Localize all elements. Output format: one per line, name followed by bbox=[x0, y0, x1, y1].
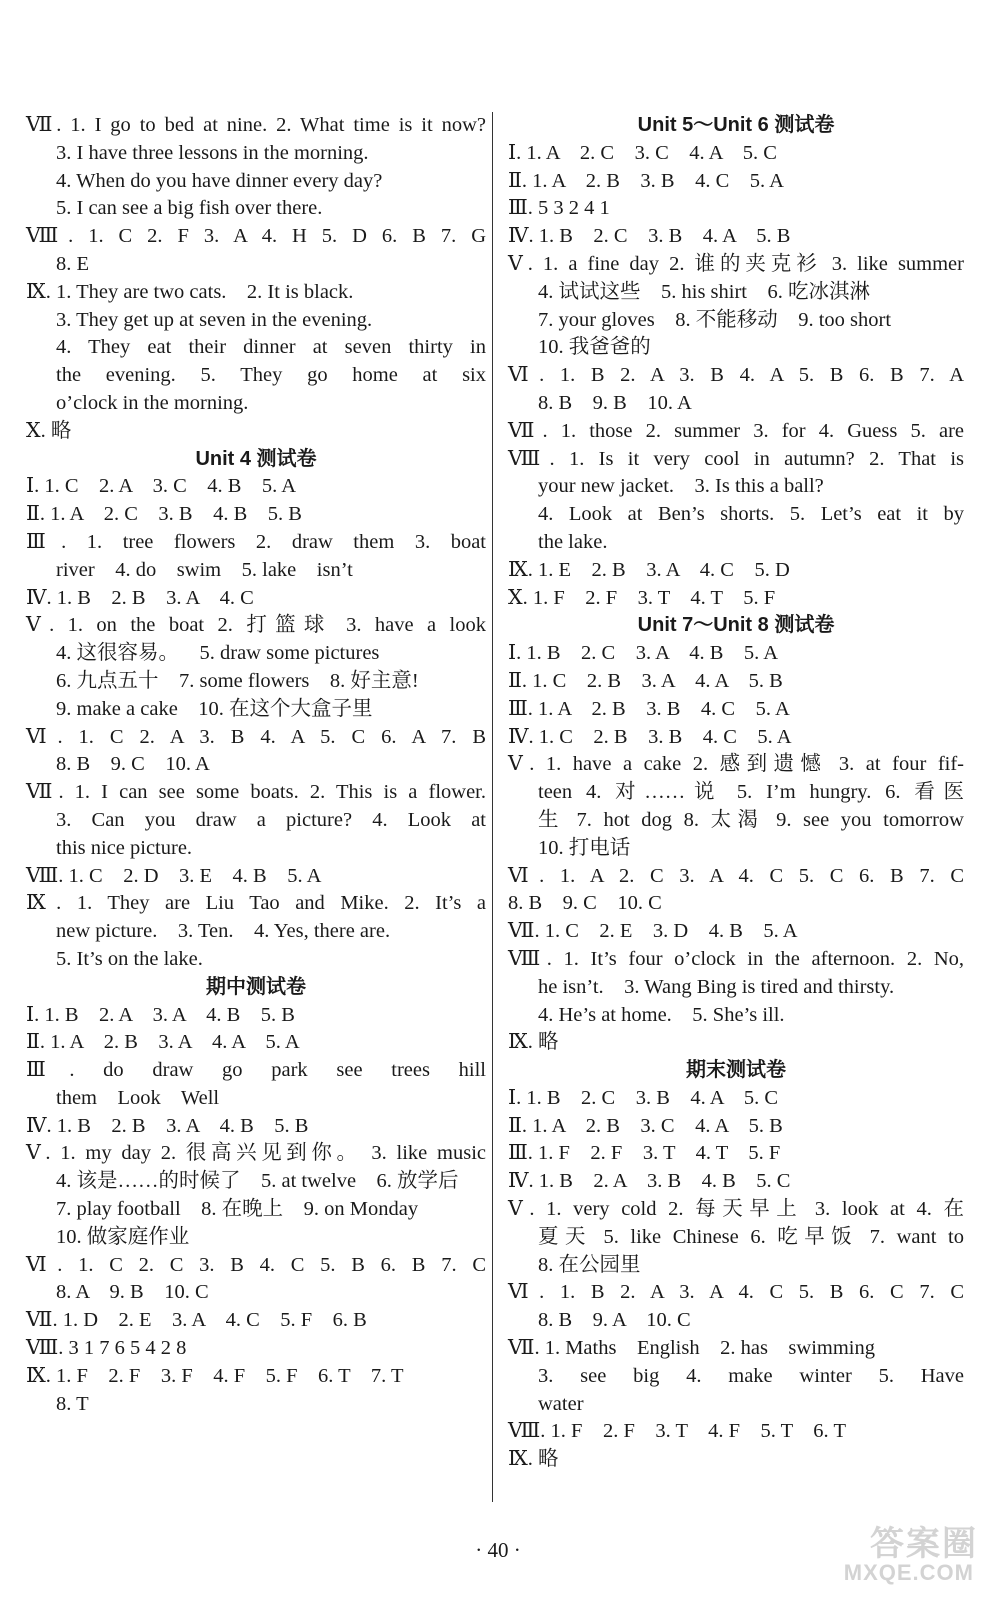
answer-line: Ⅰ. 1. C 2. A 3. C 4. B 5. A bbox=[26, 475, 297, 498]
answer-line: Ⅳ. 1. B 2. A 3. B 4. B 5. C bbox=[508, 1170, 791, 1193]
answer-line: Ⅵ. 1. A 2. C 3. A 4. C 5. C 6. B 7. C bbox=[508, 864, 964, 887]
answer-line: 10. 做家庭作业 bbox=[56, 1225, 190, 1248]
answer-line: Ⅳ. 1. B 2. B 3. A 4. B 5. B bbox=[26, 1114, 309, 1137]
answer-line: 3. They get up at seven in the evening. bbox=[56, 308, 373, 331]
answer-line: Ⅷ. 1. C 2. F 3. A 4. H 5. D 6. B 7. G bbox=[26, 225, 486, 248]
answer-line: teen 4. 对……说 5. I’m hungry. 6. 看医 bbox=[538, 781, 964, 804]
answer-line: Ⅰ. 1. A 2. C 3. C 4. A 5. C bbox=[508, 141, 777, 164]
answer-line: he isn’t. 3. Wang Bing is tired and thirsty. bbox=[538, 975, 895, 998]
answer-line: 6. 九点五十 7. some flowers 8. 好主意! bbox=[56, 669, 419, 692]
answer-line: Ⅷ. 1. C 2. D 3. E 4. B 5. A bbox=[26, 864, 322, 887]
answer-line: Ⅳ. 1. B 2. B 3. A 4. C bbox=[26, 586, 254, 609]
answer-line: Ⅶ. 1. those 2. summer 3. for 4. Guess 5. are bbox=[508, 419, 964, 442]
answer-line: Ⅶ. 1. C 2. E 3. D 4. B 5. A bbox=[508, 920, 798, 943]
answer-line: 8. B 9. A 10. C bbox=[538, 1309, 691, 1332]
answer-line: water bbox=[538, 1392, 584, 1415]
answer-line: Ⅵ. 1. B 2. A 3. B 4. A 5. B 6. B 7. A bbox=[508, 364, 964, 387]
answer-line: Ⅱ. 1. A 2. C 3. B 4. B 5. B bbox=[26, 503, 302, 526]
answer-line: 9. make a cake 10. 在这个大盒子里 bbox=[56, 697, 373, 720]
answer-line: 5. I can see a big fish over there. bbox=[56, 197, 323, 220]
answer-line: your new jacket. 3. Is this a ball? bbox=[538, 475, 824, 498]
answer-line: Ⅶ. 1. I go to bed at nine. 2. What time is it now? bbox=[26, 114, 486, 136]
section-title: 期末测试卷 bbox=[686, 1059, 786, 1082]
answer-line: Ⅲ. 1. A 2. B 3. B 4. C 5. A bbox=[508, 697, 790, 720]
answer-line: new picture. 3. Ten. 4. Yes, there are. bbox=[56, 920, 391, 943]
answer-line: 8. B 9. B 10. A bbox=[538, 391, 692, 414]
answer-line: Ⅰ. 1. B 2. C 3. A 4. B 5. A bbox=[508, 642, 779, 665]
answer-line: Ⅵ. 1. C 2. C 3. B 4. C 5. B 6. B 7. C bbox=[26, 1253, 486, 1276]
section-title: Unit 7～Unit 8 测试卷 bbox=[637, 614, 835, 637]
answer-line: Ⅲ. 5 3 2 4 1 bbox=[508, 197, 610, 220]
answer-line: Ⅱ. 1. A 2. B 3. C 4. A 5. B bbox=[508, 1114, 783, 1137]
answer-line: river 4. do swim 5. lake isn’t bbox=[56, 558, 353, 581]
answer-line: 8. E bbox=[56, 252, 90, 275]
answer-line: 生 7. hot dog 8. 太渴 9. see you tomorrow bbox=[538, 808, 964, 831]
left-column bbox=[26, 112, 486, 1418]
answer-line: Ⅷ. 3 1 7 6 5 4 2 8 bbox=[26, 1337, 187, 1360]
answer-line: Ⅴ. 1. a fine day 2. 谁的夹克衫 3. like summer bbox=[508, 252, 964, 275]
section-title: Unit 4 测试卷 bbox=[195, 447, 317, 470]
answer-line: 5. It’s on the lake. bbox=[56, 947, 203, 970]
answer-line: Ⅸ. 略 bbox=[508, 1448, 559, 1471]
answer-line: Ⅷ. 1. It’s four o’clock in the afternoon. 2. No, bbox=[508, 947, 964, 970]
answer-line: Ⅷ. 1. F 2. F 3. T 4. F 5. T 6. T bbox=[508, 1420, 846, 1443]
answer-line: Ⅹ. 1. F 2. F 3. T 4. T 5. F bbox=[508, 586, 776, 609]
answer-line: Ⅸ. 1. They are two cats. 2. It is black. bbox=[26, 280, 354, 303]
answer-line: Ⅰ. 1. B 2. A 3. A 4. B 5. B bbox=[26, 1003, 295, 1026]
answer-line: Ⅲ. 1. F 2. F 3. T 4. T 5. F bbox=[508, 1142, 781, 1165]
answer-line: 7. play football 8. 在晚上 9. on Monday bbox=[56, 1198, 419, 1221]
answer-line: Ⅶ. 1. Maths English 2. has swimming bbox=[508, 1337, 875, 1360]
watermark-text: 答案圈 bbox=[870, 1525, 978, 1563]
answer-line: 夏天 5. like Chinese 6. 吃早饭 7. want to bbox=[538, 1225, 964, 1248]
answer-line: Ⅴ. 1. on the boat 2. 打篮球 3. have a look bbox=[26, 614, 486, 637]
right-column bbox=[508, 112, 964, 1474]
answer-line: Ⅵ. 1. C 2. A 3. B 4. A 5. C 6. A 7. B bbox=[26, 725, 486, 748]
answer-line: Ⅱ. 1. A 2. B 3. A 4. A 5. A bbox=[26, 1031, 300, 1054]
answer-line: 4. When do you have dinner every day? bbox=[56, 169, 383, 192]
answer-line: the lake. bbox=[538, 530, 608, 553]
answer-line: 4. 该是……的时候了 5. at twelve 6. 放学后 bbox=[56, 1170, 459, 1193]
answer-line: Ⅳ. 1. C 2. B 3. B 4. C 5. A bbox=[508, 725, 792, 748]
answer-line: Ⅴ. 1. very cold 2. 每天早上 3. look at 4. 在 bbox=[508, 1198, 964, 1221]
answer-line: 4. 试试这些 5. his shirt 6. 吃冰淇淋 bbox=[538, 280, 870, 303]
answer-line: 8. T bbox=[56, 1392, 89, 1415]
section-title: Unit 5～Unit 6 测试卷 bbox=[637, 114, 835, 136]
answer-line: 4. He’s at home. 5. She’s ill. bbox=[538, 1003, 785, 1026]
answer-line: Ⅴ. 1. my day 2. 很高兴见到你。 3. like music bbox=[26, 1142, 486, 1165]
answer-line: 8. 在公园里 bbox=[538, 1253, 641, 1276]
answer-line: 8. B 9. C 10. A bbox=[56, 753, 210, 776]
answer-line: Ⅷ. 1. Is it very cool in autumn? 2. That is bbox=[508, 447, 964, 470]
answer-line: Ⅲ. 1. tree flowers 2. draw them 3. boat bbox=[26, 530, 486, 553]
answer-line: Ⅸ. 1. They are Liu Tao and Mike. 2. It’s a bbox=[26, 892, 486, 915]
page-number: · 40 · bbox=[475, 1538, 521, 1562]
answer-line: Ⅶ. 1. D 2. E 3. A 4. C 5. F 6. B bbox=[26, 1309, 367, 1332]
answer-line: 10. 我爸爸的 bbox=[538, 336, 651, 359]
answer-line: Ⅸ. 1. E 2. B 3. A 4. C 5. D bbox=[508, 558, 790, 581]
section-title: 期中测试卷 bbox=[206, 975, 306, 998]
answer-line: Ⅲ. do draw go park see trees hill bbox=[26, 1059, 486, 1082]
answer-line: 3. see big 4. make winter 5. Have bbox=[538, 1364, 964, 1387]
answer-line: 8. A 9. B 10. C bbox=[56, 1281, 209, 1304]
answer-line: 3. Can you draw a picture? 4. Look at bbox=[56, 808, 486, 831]
answer-line: Ⅶ. 1. I can see some boats. 2. This is a flower. bbox=[26, 781, 486, 804]
answer-line: Ⅹ. 略 bbox=[26, 419, 72, 442]
column-divider bbox=[492, 112, 493, 1502]
answer-line: Ⅱ. 1. C 2. B 3. A 4. A 5. B bbox=[508, 669, 783, 692]
answer-line: Ⅰ. 1. B 2. C 3. B 4. A 5. C bbox=[508, 1086, 779, 1109]
answer-line: this nice picture. bbox=[56, 836, 193, 859]
watermark-url: MXQE.COM bbox=[843, 1560, 974, 1585]
answer-line: the evening. 5. They go home at six bbox=[56, 364, 486, 387]
answer-line: Ⅴ. 1. have a cake 2. 感到遗憾 3. at four fif- bbox=[508, 753, 964, 776]
answer-line: Ⅳ. 1. B 2. C 3. B 4. A 5. B bbox=[508, 225, 791, 248]
answer-line: 10. 打电话 bbox=[538, 836, 631, 859]
answer-line: Ⅵ. 1. B 2. A 3. A 4. C 5. B 6. C 7. C bbox=[508, 1281, 964, 1304]
answer-line: 4. They eat their dinner at seven thirty in bbox=[56, 336, 486, 359]
answer-line: Ⅸ. 1. F 2. F 3. F 4. F 5. F 6. T 7. T bbox=[26, 1364, 404, 1387]
answer-line: 7. your gloves 8. 不能移动 9. too short bbox=[538, 308, 892, 331]
answer-line: them Look Well bbox=[56, 1086, 220, 1109]
answer-line: 4. Look at Ben’s shorts. 5. Let’s eat it by bbox=[538, 503, 964, 526]
answer-line: 4. 这很容易。 5. draw some pictures bbox=[56, 642, 380, 665]
answer-line: Ⅸ. 略 bbox=[508, 1031, 559, 1054]
answer-line: Ⅱ. 1. A 2. B 3. B 4. C 5. A bbox=[508, 169, 784, 192]
answer-line: 3. I have three lessons in the morning. bbox=[56, 141, 369, 164]
answer-line: 8. B 9. C 10. C bbox=[508, 892, 662, 915]
answer-line: o’clock in the morning. bbox=[56, 391, 249, 414]
watermark-logo bbox=[838, 1516, 978, 1586]
